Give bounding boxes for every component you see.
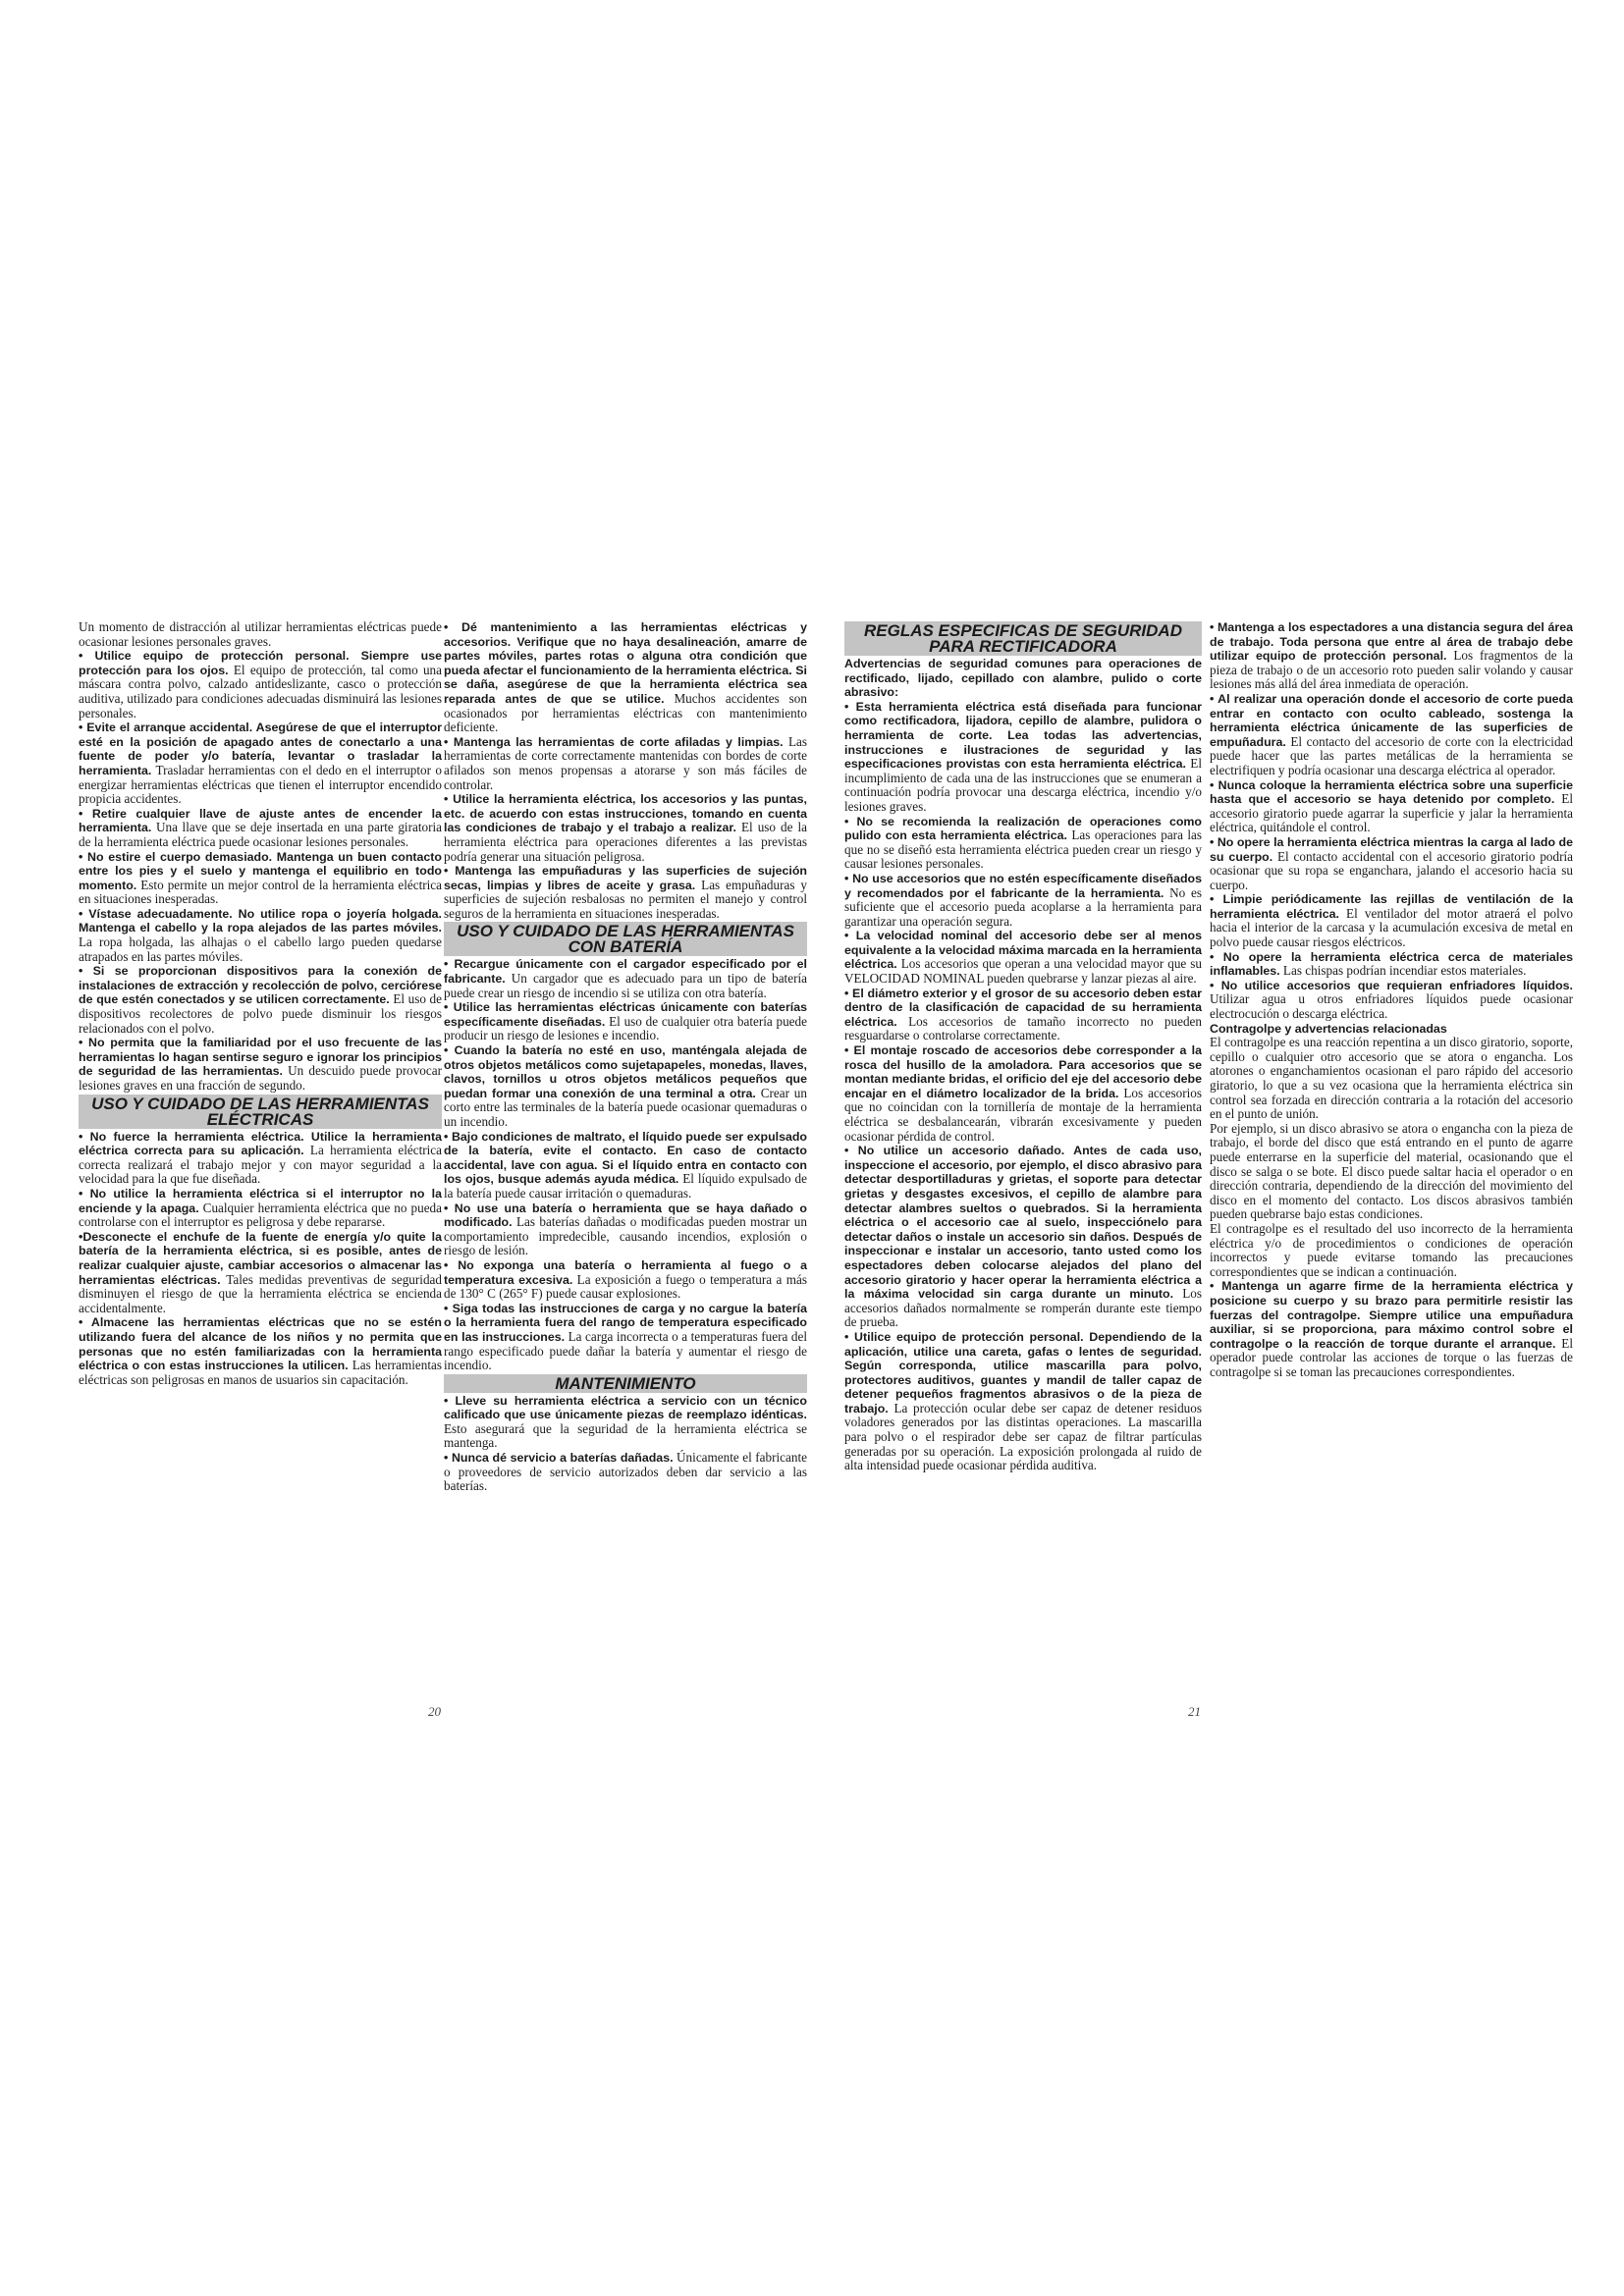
list-item [444, 792, 807, 864]
heading-grinder-rules: REGLAS ESPECIFICAS DE SEGURIDAD PARA RECTIFICADORA [844, 621, 1202, 656]
list-item [844, 872, 1202, 929]
kickback-paragraph-1: El contragolpe es una reacción repentina a un disco giratorio, soporte, cepillo o cualquier otro accesorio que se atora o engancha. Los atorones o enganchamientos ocasionan el paro rápido del accesorio giratorio, lo que a su vez ocasiona que la herramienta eléctrica sin control sea forzada en dirección contraria a la rotación del accesorio en el punto de unión. [1210, 1035, 1573, 1122]
list-item [444, 1000, 807, 1043]
list-item-text: El contacto del accesorio de corte con la electricidad puede hacer que las partes metálicas de la herramienta se electrifiquen y podría ocasionar una descarga eléctrica al operador. [1210, 733, 1573, 777]
list-item-bold-text: • Mantenga un agarre firme de la herramienta eléctrica y posicione su cuerpo y su brazo para permitirle resistir las fuerzas del contragolpe. Siempre utilice una empuñadura auxiliar, si se proporciona, para máximo control sobre el contragolpe o la reacción de torque durante el arranque. [1210, 1279, 1573, 1351]
list-item-bold-text: • Vístase adecuadamente. No utilice ropa o joyería holgada. Mantenga el cabello y la ropa alejados de las partes móviles. [79, 906, 442, 935]
list-item [1210, 892, 1573, 949]
list-item [444, 864, 807, 921]
list-item [1210, 950, 1573, 979]
list-item-text: La herramienta eléctrica correcta realizará el trabajo mejor y con mayor seguridad a la velocidad para la que fue diseñada. [79, 1143, 443, 1187]
list-item [79, 907, 442, 964]
list-item-text: Muchos accidentes son ocasionados por herramientas eléctricas con mantenimiento deficiente. [444, 690, 807, 735]
rules-intro: Advertencias de seguridad comunes para operaciones de rectificado, lijado, cepillado con alambre, pulido o corte abrasivo: [844, 657, 1202, 700]
tools-use-care-list-cont [444, 620, 807, 921]
list-item-text: Un descuido puede provocar lesiones graves en una fracción de segundo. [79, 1063, 442, 1093]
list-item-bold-text: • Utilice equipo de protección personal. Dependiendo de la aplicación, utilice una careta, gafas o lentes de seguridad. Según corresponda, utilice mascarilla para polvo, protectores auditivos, guantes y mandil de taller capaz de detener pequeños fragmentos abrasivos o de la pieza de trabajo. [844, 1329, 1202, 1415]
list-item-text: El contacto accidental con el accesorio giratorio podría ocasionar que su ropa se enganchara, jalando el accesorio hacia su cuerpo. [1210, 848, 1574, 892]
maintenance-list [444, 1394, 807, 1494]
list-item [1210, 778, 1573, 835]
list-item-text: Las operaciones para las que no se diseñó esta herramienta eléctrica pueden crear un riesgo y causar lesiones personales. [844, 828, 1202, 872]
list-item-bold-text: • La velocidad nominal del accesorio debe ser al menos equivalente a la velocidad máxima marcada en la herramienta eléctrica. [844, 929, 1202, 972]
list-item [444, 1043, 807, 1130]
list-item-text: Crear un corto entre las terminales de la batería puede ocasionar quemaduras o un incendio. [444, 1085, 807, 1129]
list-item [444, 1394, 807, 1451]
list-item-text: Las herramientas de corte correctamente mantenidas con bordes de corte afilados son menos propensas a atorarse y son más fáciles de controlar. [444, 733, 807, 792]
list-item-bold-text: • No estire el cuerpo demasiado. Mantenga un buen contacto entre los pies y el suelo y mantenga el equilibrio en todo momento. [79, 849, 442, 892]
list-item-bold-text: • Nunca coloque la herramienta eléctrica sobre una superficie hasta que el accesorio se haya detenido por completo. [1210, 777, 1573, 807]
list-item-text: Los accesorios que operan a una velocidad mayor que su VELOCIDAD NOMINAL pueden quebrarse y lanzar piezas al aire. [844, 956, 1202, 987]
list-item [844, 1330, 1202, 1473]
list-item [844, 815, 1202, 872]
list-item-bold-text: • Mantenga las empuñaduras y las superficies de sujeción secas, limpias y libres de aceite y grasa. [444, 864, 807, 892]
list-item [79, 964, 442, 1036]
list-item [844, 1043, 1202, 1144]
list-item-text: Los accesorios dañados normalmente se romperán durante este tiempo de prueba. [844, 1286, 1203, 1330]
list-item [444, 1201, 807, 1258]
list-item-text: Un cargador que es adecuado para un tipo de batería puede crear un riesgo de incendio si se utiliza con otra batería. [444, 971, 807, 1000]
list-item [844, 1144, 1202, 1330]
list-item-text: Únicamente el fabricante o proveedores de servicio autorizados deben dar servicio a las baterías. [444, 1450, 807, 1494]
list-item [444, 1451, 807, 1494]
list-item-bold-text: •Desconecte el enchufe de la fuente de energía y/o quite la batería de la herramienta eléctrica, si es posible, antes de realizar cualquier ajuste, cambiar accesorios o almacenar las herramientas eléctricas. [79, 1229, 442, 1287]
list-item [444, 620, 807, 735]
personal-safety-list [79, 649, 442, 1093]
list-item-bold-text: • No fuerce la herramienta eléctrica. Utilice la herramienta eléctrica correcta para su aplicación. [79, 1129, 442, 1158]
list-item [844, 929, 1202, 986]
list-item [1210, 1279, 1573, 1379]
list-item-text: La ropa holgada, las alhajas o el cabello largo pueden quedarse atrapados en las partes móviles. [79, 934, 442, 964]
list-item-bold-text: • No se recomienda la realización de operaciones como pulido con esta herramienta eléctrica. [844, 814, 1202, 843]
page-number-right: 21 [1188, 1704, 1201, 1719]
list-item-text: El líquido expulsado de la batería puede causar irritación o quemaduras. [444, 1171, 807, 1201]
list-item [79, 649, 442, 721]
list-item-text: La carga incorrecta o a temperaturas fuera del rango especificado puede dañar la batería y aumentar el riesgo de incendio. [444, 1328, 808, 1373]
grinder-rules-list [844, 700, 1202, 1473]
list-item-bold-text: • No permita que la familiaridad por el uso frecuente de las herramientas lo hagan sentirse seguro e ignorar los principios de seguridad de las herramientas. [79, 1036, 442, 1079]
list-item-bold-text: • Retire cualquier llave de ajuste antes de encender la herramienta. [79, 806, 442, 835]
list-item [1210, 835, 1573, 892]
list-item-bold-text: • No utilice un accesorio dañado. Antes de cada uso, inspeccione el accesorio, por ejemplo, el disco abrasivo para detectar desportilladuras y grietas, el soporte para detectar grietas y desgastes excesivos, el cepillo de alambre para detectar alambres sueltos o quebrados. Si la herramienta eléctrica o el accesorio cae al suelo, inspecciónelo para detectar daños o instale un accesorio sin daños. Después de inspeccionar e instalar un accesorio, tanto usted como los espectadores deben colocarse alejados del plano del accesorio giratorio y hacer operar la herramienta eléctrica a la máxima velocidad sin carga durante un minuto. [844, 1144, 1202, 1302]
list-item-text: El accesorio giratorio puede agarrar la superficie y jalar la herramienta eléctrica, quitándole el control. [1210, 791, 1573, 835]
list-item-bold-text: • No exponga una batería o herramienta al fuego o a temperatura excesiva. [444, 1257, 807, 1287]
list-item-text: El equipo de protección, tal como una máscara contra polvo, calzado antideslizante, casco o protección auditiva, utilizado para condiciones adecuadas disminuirá las lesiones personales. [79, 662, 442, 721]
tools-use-care-list [79, 1130, 442, 1388]
list-item-bold-text: • No use una batería o herramienta que se haya dañado o modificado. [444, 1201, 807, 1230]
heading-battery-use-care: USO Y CUIDADO DE LAS HERRAMIENTAS CON BATERÍA [444, 922, 807, 956]
list-item-text: Trasladar herramientas con el dedo en el interruptor o energizar herramientas eléctricas que tienen el interruptor encendido propicia accidentes. [79, 762, 442, 807]
list-item [1210, 692, 1573, 778]
kickback-paragraph-2: Por ejemplo, si un disco abrasivo se atora o engancha con la pieza de trabajo, el borde del disco que está entrando en el punto de agarre puede enterrarse en la superficie del material, ocasionando que el disco se salga o se bote. El disco puede saltar hacia el operador o en dirección contraria, dependiendo de la dirección del movimiento del disco en el momento del contacto. Los discos abrasivos también pueden quebrarse bajo estas condiciones. [1210, 1120, 1573, 1222]
list-item-bold-text: • El montaje roscado de accesorios debe corresponder a la rosca del husillo de la amoladora. Para accesorios que se montan mediante bridas, el orificio del eje del accesorio debe encajar en el diámetro localizador de la brida. [844, 1043, 1202, 1100]
list-item-bold-text: • No use accesorios que no estén específicamente diseñados y recomendados por el fabricante de la herramienta. [844, 871, 1202, 900]
list-item-bold-text: • Utilice las herramientas eléctricas únicamente con baterías específicamente diseñadas. [444, 1000, 807, 1029]
list-item-bold-text: • Evite el arranque accidental. Asegúrese de que el interruptor esté en la posición de apagado antes de conectarlo a una fuente de poder y/o batería, levantar o trasladar la herramienta. [79, 721, 442, 777]
list-item-bold-text: • Utilice equipo de protección personal. Siempre use protección para los ojos. [79, 649, 442, 677]
left-page-column-2 [444, 620, 807, 1494]
list-item-text: El incumplimiento de cada una de las instrucciones que se enumeran a continuación podría provocar una descarga eléctrica, incendio y/o lesiones graves. [844, 756, 1202, 814]
list-item [79, 1187, 442, 1230]
list-item [79, 1036, 442, 1093]
list-item [444, 735, 807, 792]
list-item-text: El operador puede controlar las acciones de torque o las fuerzas de contragolpe si se toman las precauciones correspondientes. [1210, 1335, 1573, 1379]
list-item [844, 700, 1202, 815]
list-item-bold-text: • Recargue únicamente con el cargador especificado por el fabricante. [444, 957, 807, 987]
kickback-title: Contragolpe y advertencias relacionadas [1210, 1021, 1447, 1036]
list-item-text: El uso de dispositivos recolectores de polvo puede disminuir los riesgos relacionados con el polvo. [79, 991, 442, 1036]
heading-tools-use-care: USO Y CUIDADO DE LAS HERRAMIENTAS ELÉCTRICAS [79, 1095, 442, 1129]
list-item-bold-text: • No utilice accesorios que requieran enfriadores líquidos. [1210, 978, 1573, 992]
list-item-text: Cualquier herramienta eléctrica que no pueda controlarse con el interruptor es peligrosa y debe repararse. [79, 1200, 442, 1230]
list-item-text: Los accesorios de tamaño incorrecto no pueden resguardarse o controlarse correctamente. [844, 1013, 1202, 1043]
list-item-bold-text: • Al realizar una operación donde el accesorio de corte pueda entrar en contacto con oculto cableado, sostenga la herramienta eléctrica únicamente de las superficies de empuñadura. [1210, 691, 1573, 749]
list-item-text: Esto permite un mejor control de la herramienta eléctrica en situaciones inesperadas. [79, 877, 442, 907]
list-item [79, 807, 442, 850]
list-item-text: Las herramientas eléctricas son peligrosas en manos de usuarios sin capacitación. [79, 1358, 442, 1387]
list-item-text: El ventilador del motor atraerá el polvo hacia el interior de la carcasa y la acumulación excesiva de metal en polvo puede causar riesgos eléctricos. [1210, 905, 1573, 950]
right-page-column-2 [1210, 620, 1573, 1379]
page-number-left: 20 [428, 1704, 441, 1719]
list-item-bold-text: • Si se proporcionan dispositivos para la conexión de instalaciones de extracción y recolección de polvo, cerciórese de que estén conectados y se utilicen correctamente. [79, 964, 442, 1007]
list-item-text: Tales medidas preventivas de seguridad disminuyen el riesgo de que la herramienta eléctrica se encienda accidentalmente. [79, 1271, 442, 1315]
battery-list [444, 957, 807, 1372]
right-page-column-1 [844, 620, 1202, 1473]
list-item-text: Esto asegurará que la seguridad de la herramienta eléctrica se mantenga. [444, 1420, 807, 1451]
grinder-rules-list-cont [1210, 620, 1573, 1022]
list-item [844, 987, 1202, 1043]
list-item [1210, 979, 1573, 1022]
list-item [79, 1230, 442, 1316]
heading-maintenance: MANTENIMIENTO [444, 1374, 807, 1393]
list-item [444, 1302, 807, 1373]
kickback-paragraph-3: El contragolpe es el resultado del uso incorrecto de la herramienta eléctrica y/o de procedimientos o condiciones de operación incorrectos y puede evitarse tomando las precauciones correspondientes que se indican a continuación. [1210, 1220, 1573, 1279]
intro-text: Un momento de distracción al utilizar herramientas eléctricas puede ocasionar lesiones personales graves. [79, 619, 442, 649]
list-item-text: Las empuñaduras y superficies de sujeción resbalosas no permiten el manejo y control seguros de la herramienta en situaciones inesperadas. [444, 877, 807, 921]
list-item [79, 1315, 442, 1387]
list-item-text: No es suficiente que el accesorio pueda acoplarse a la herramienta para garantizar una operación segura. [844, 884, 1202, 929]
list-item-bold-text: • Mantenga a los espectadores a una distancia segura del área de trabajo. Toda persona que entre al área de trabajo debe utilizar equipo de protección personal. [1210, 620, 1573, 664]
list-item [79, 721, 442, 807]
list-item-text: El uso de cualquier otra batería puede producir un riesgo de lesiones e incendio. [444, 1013, 807, 1043]
list-item-bold-text: • Nunca dé servicio a baterías dañadas. [444, 1451, 674, 1466]
list-item-text: Una llave que se deje insertada en una parte giratoria de la herramienta eléctrica puede ocasionar lesiones personales. [79, 820, 442, 849]
list-item [1210, 620, 1573, 692]
list-item-text: Los fragmentos de la pieza de trabajo o de un accesorio roto pueden salir volando y causar lesiones más allá del área inmediata de operación. [1210, 648, 1573, 692]
list-item-bold-text: • Dé mantenimiento a las herramientas eléctricas y accesorios. Verifique que no haya desalineación, amarre de partes móviles, partes rotas o alguna otra condición que pueda afectar el funcionamiento de la herramienta eléctrica. Si se daña, asegúrese de que la herramienta eléctrica sea reparada antes de que se utilice. [444, 620, 807, 706]
list-item-bold-text: • No opere la herramienta eléctrica cerca de materiales inflamables. [1210, 949, 1573, 979]
kickback-list [1210, 1279, 1573, 1379]
list-item [444, 1130, 807, 1201]
list-item-text: El uso de la herramienta eléctrica para operaciones diferentes a las previstas podría generar una situación peligrosa. [444, 820, 807, 864]
list-item [79, 1130, 442, 1187]
list-item-text: La protección ocular debe ser capaz de detener residuos voladores generados por las distintas operaciones. La mascarilla para polvo o el respirador debe ser capaz de filtrar partículas generadas por su operación. La exposición prolongada al ruido de alta intensidad puede ocasionar pérdida auditiva. [844, 1400, 1202, 1473]
list-item-bold-text: • Almacene las herramientas eléctricas que no se estén utilizando fuera del alcance de los niños y no permita que personas que no estén familiarizadas con la herramienta eléctrica o con estas instrucciones la utilicen. [79, 1315, 442, 1373]
list-item-bold-text: • Esta herramienta eléctrica está diseñada para funcionar como rectificadora, lijadora, cepillo de alambre, pulidora o herramienta de corte. Lea todas las advertencias, instrucciones e ilustraciones de seguridad y las especificaciones provistas con esta herramienta eléctrica. [844, 699, 1202, 772]
list-item-bold-text: • Lleve su herramienta eléctrica a servicio con un técnico calificado que use únicamente piezas de reemplazo idénticas. [444, 1393, 807, 1422]
list-item [444, 1258, 807, 1302]
list-item [79, 850, 442, 907]
list-item-text: Las chispas podrían incendiar estos materiales. [1279, 963, 1527, 979]
list-item [444, 957, 807, 1000]
list-item-bold-text: • El diámetro exterior y el grosor de su accesorio deben estar dentro de la clasificación de capacidad de su herramienta eléctrica. [844, 986, 1202, 1029]
list-item-bold-text: • No utilice la herramienta eléctrica si el interruptor no la enciende y la apaga. [79, 1186, 442, 1215]
list-item-bold-text: • Mantenga las herramientas de corte afiladas y limpias. [444, 734, 784, 749]
list-item-bold-text: • Utilice la herramienta eléctrica, los accesorios y las puntas, etc. de acuerdo con estas instrucciones, tomando en cuenta las condiciones de trabajo y el trabajo a realizar. [444, 792, 807, 835]
list-item-bold-text: • Limpie periódicamente las rejillas de ventilación de la herramienta eléctrica. [1210, 892, 1573, 921]
list-item-bold-text: • Siga todas las instrucciones de carga y no cargue la batería o la herramienta fuera del rango de temperatura especificado en las instrucciones. [444, 1301, 807, 1344]
list-item-text: La exposición a fuego o temperatura a más de 130° C (265° F) puede causar explosiones. [444, 1271, 807, 1302]
left-page-column-1 [79, 620, 442, 1387]
list-item-bold-text: • Cuando la batería no esté en uso, manténgala alejada de otros objetos metálicos como sujetapapeles, monedas, llaves, clavos, tornillos u otros objetos metálicos pequeños que puedan formar una conexión de una terminal a otra. [444, 1043, 807, 1100]
list-item-bold-text: • No opere la herramienta eléctrica mientras la carga al lado de su cuerpo. [1210, 834, 1573, 864]
list-item-text: Los accesorios que no coincidan con la tornillería de montaje de la herramienta eléctrica se desbalancearán, vibrarán excesivamente y pueden ocasionar pérdida de control. [844, 1085, 1202, 1144]
list-item-text: Las baterías dañadas o modificadas pueden mostrar un comportamiento impredecible, causando incendios, explosión o riesgo de lesión. [444, 1214, 807, 1258]
list-item-bold-text: • Bajo condiciones de maltrato, el líquido puede ser expulsado de la batería, evite el contacto. En caso de contacto accidental, lave con agua. Si el líquido entra en contacto con los ojos, busque además ayuda médica. [444, 1129, 807, 1187]
list-item-text: Utilizar agua u otros enfriadores líquidos puede ocasionar electrocución o descarga eléctrica. [1210, 991, 1573, 1022]
